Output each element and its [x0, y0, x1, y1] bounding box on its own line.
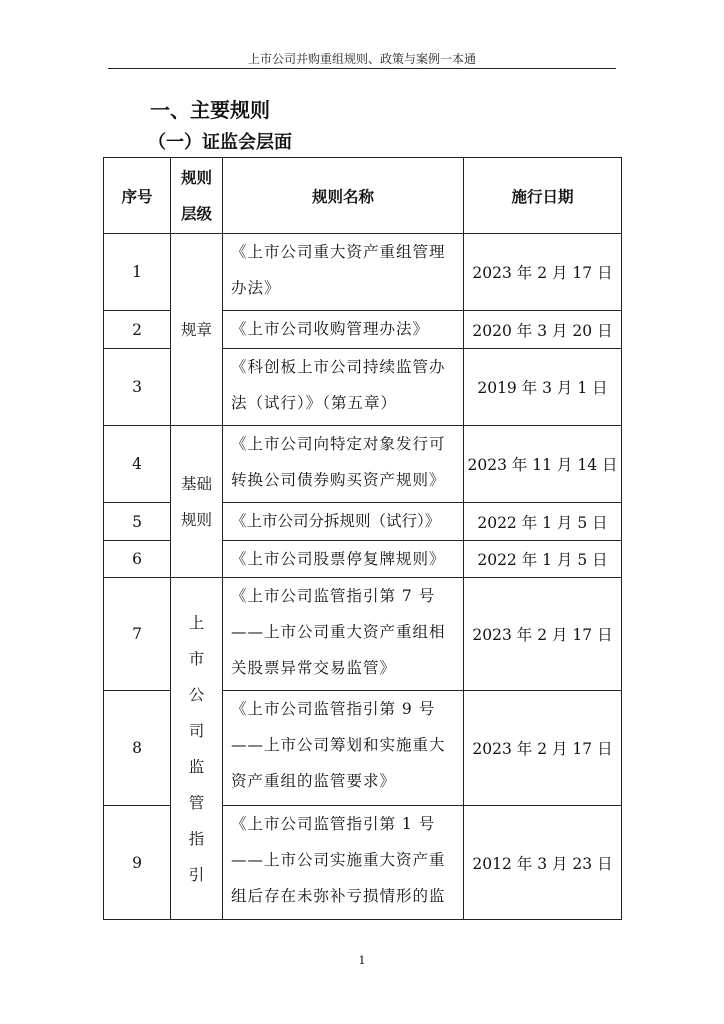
rule-name: 《上市公司收购管理办法》 — [223, 311, 464, 349]
row-num: 7 — [104, 578, 171, 691]
effective-date: 2020 年 3 月 20 日 — [464, 311, 622, 349]
rule-name: 《科创板上市公司持续监管办法（试行）》（第五章） — [223, 349, 464, 426]
table-row — [104, 578, 622, 691]
page-number: 1 — [358, 954, 366, 967]
section-heading: 一、主要规则 — [150, 98, 270, 122]
effective-date: 2012 年 3 月 23 日 — [464, 806, 622, 920]
table-header-row — [104, 158, 622, 234]
level-cell: 基础规则 — [171, 426, 223, 578]
effective-date: 2023 年 11 月 14 日 — [464, 426, 622, 503]
effective-date: 2019 年 3 月 1 日 — [464, 349, 622, 426]
rule-name: 《上市公司股票停复牌规则》 — [223, 541, 464, 578]
rule-name: 《上市公司重大资产重组管理办法》 — [223, 234, 464, 311]
rule-name: 《上市公司监管指引第 9 号——上市公司筹划和实施重大资产重组的监管要求》 — [223, 691, 464, 806]
rules-table — [103, 157, 622, 920]
rule-name: 《上市公司向特定对象发行可转换公司债券购买资产规则》 — [223, 426, 464, 503]
rule-name: 《上市公司监管指引第 7 号——上市公司重大资产重组相关股票异常交易监管》 — [223, 578, 464, 691]
effective-date: 2022 年 1 月 5 日 — [464, 541, 622, 578]
header-num: 序号 — [104, 158, 171, 234]
header-rule — [108, 68, 616, 69]
effective-date: 2023 年 2 月 17 日 — [464, 691, 622, 806]
row-num: 5 — [104, 503, 171, 541]
row-num: 6 — [104, 541, 171, 578]
table-row — [104, 234, 622, 311]
rule-name: 《上市公司分拆规则（试行）》 — [223, 503, 464, 541]
subsection-heading: （一）证监会层面 — [148, 132, 292, 153]
row-num: 9 — [104, 806, 171, 920]
row-num: 8 — [104, 691, 171, 806]
row-num: 3 — [104, 349, 171, 426]
level-cell: 规章 — [171, 234, 223, 426]
header-level: 规则层级 — [171, 158, 223, 234]
effective-date: 2023 年 2 月 17 日 — [464, 578, 622, 691]
header-date: 施行日期 — [464, 158, 622, 234]
row-num: 1 — [104, 234, 171, 311]
level-cell: 上市公司监管指引 — [171, 578, 223, 920]
row-num: 4 — [104, 426, 171, 503]
row-num: 2 — [104, 311, 171, 349]
table-row — [104, 426, 622, 503]
header-name: 规则名称 — [223, 158, 464, 234]
rule-name: 《上市公司监管指引第 1 号——上市公司实施重大资产重组后存在未弥补亏损情形的监 — [223, 806, 464, 920]
effective-date: 2023 年 2 月 17 日 — [464, 234, 622, 311]
running-header: 上市公司并购重组规则、政策与案例一本通 — [247, 52, 476, 66]
effective-date: 2022 年 1 月 5 日 — [464, 503, 622, 541]
